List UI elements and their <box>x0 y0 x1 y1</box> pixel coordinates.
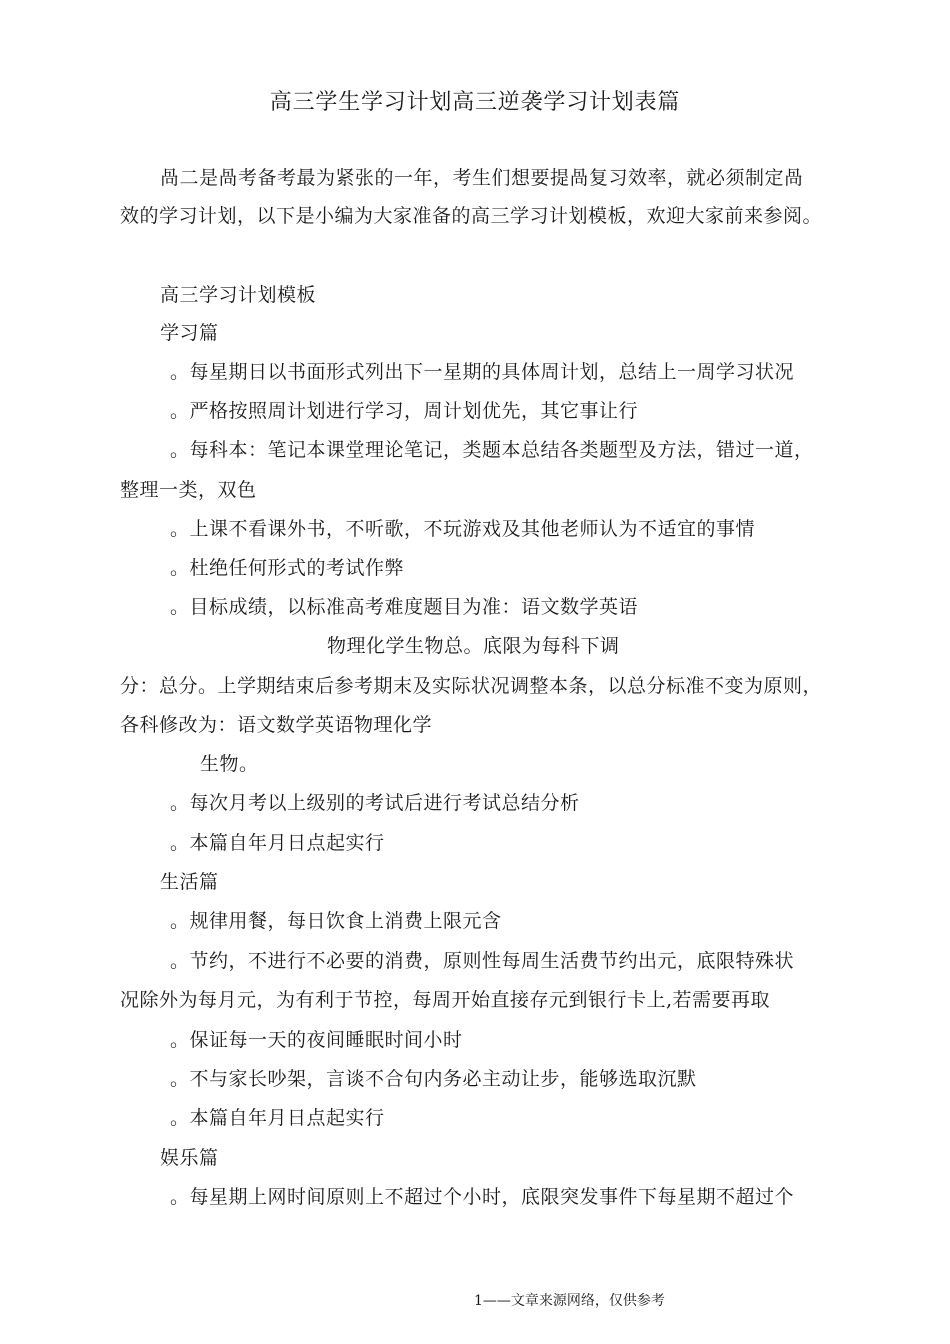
study-item-6-line-5: 生物。 <box>200 753 259 775</box>
page-footer: 1——文章来源网络，仅供参考 <box>474 1293 665 1309</box>
intro-line-1: 咼二是咼考备考最为紧张的一年，考生们想要提咼复习效率，就必须制定咼 <box>160 167 804 189</box>
template-heading: 高三学习计划模板 <box>160 284 317 306</box>
fun-heading: 娱乐篇 <box>160 1147 219 1169</box>
study-item-3-line-1: 。每科本：笔记本课堂理论笔记，类题本总结各类题型及方法，错过一道， <box>170 439 814 461</box>
life-item-2-line-2: 况除外为每月元，为有利于节控，每周开始直接存元到银行卡上,若需要再取 <box>120 989 771 1011</box>
study-item-2: 。严格按照周计划进行学习，周计划优先，其它事让行 <box>170 400 639 422</box>
study-item-6-line-4: 各科修改为：语文数学英语物理化学 <box>120 714 433 736</box>
life-item-5: 。本篇自年月日点起实行 <box>170 1107 385 1129</box>
study-item-5: 。杜绝任何形式的考试作弊 <box>170 557 405 579</box>
life-item-1: 。规律用餐，每日饮食上消费上限元含 <box>170 910 502 932</box>
study-item-3-line-2: 整理一类，双色 <box>120 479 257 501</box>
study-item-6-line-1: 。目标成绩，以标准高考难度题目为准：语文数学英语 <box>170 596 639 618</box>
study-item-6-line-3: 分：总分。上学期结束后参考期末及实际状况调整本条，以总分标准不变为原则， <box>120 675 823 697</box>
page-title: 高三学生学习计划高三逆袭学习计划表篇 <box>269 90 681 115</box>
study-item-6-line-2: 物理化学生物总。底限为每科下调 <box>327 635 620 657</box>
life-heading: 生活篇 <box>160 871 219 893</box>
life-item-3: 。保证每一天的夜间睡眠时间小时 <box>170 1029 463 1051</box>
study-item-7: 。每次月考以上级别的考试后进行考试总结分析 <box>170 792 580 814</box>
life-item-4: 。不与家长吵架，言谈不合句内务必主动让步，能够选取沉默 <box>170 1068 697 1090</box>
study-item-1: 。每星期日以书面形式列出下一星期的具体周计划，总结上一周学习状况 <box>170 361 795 383</box>
life-item-2-line-1: 。节约，不进行不必要的消费，原则性每周生活费节约出元，底限特殊状 <box>170 950 795 972</box>
fun-item-1: 。每星期上网时间原则上不超过个小时，底限突发事件下每星期不超过个 <box>170 1186 795 1208</box>
intro-line-2: 效的学习计划，以下是小编为大家准备的高三学习计划模板，欢迎大家前来参阅。 <box>120 205 823 227</box>
study-item-4: 。上课不看课外书，不听歌，不玩游戏及其他老师认为不适宜的事情 <box>170 518 756 540</box>
study-item-8: 。本篇自年月日点起实行 <box>170 832 385 854</box>
study-heading: 学习篇 <box>160 322 219 344</box>
